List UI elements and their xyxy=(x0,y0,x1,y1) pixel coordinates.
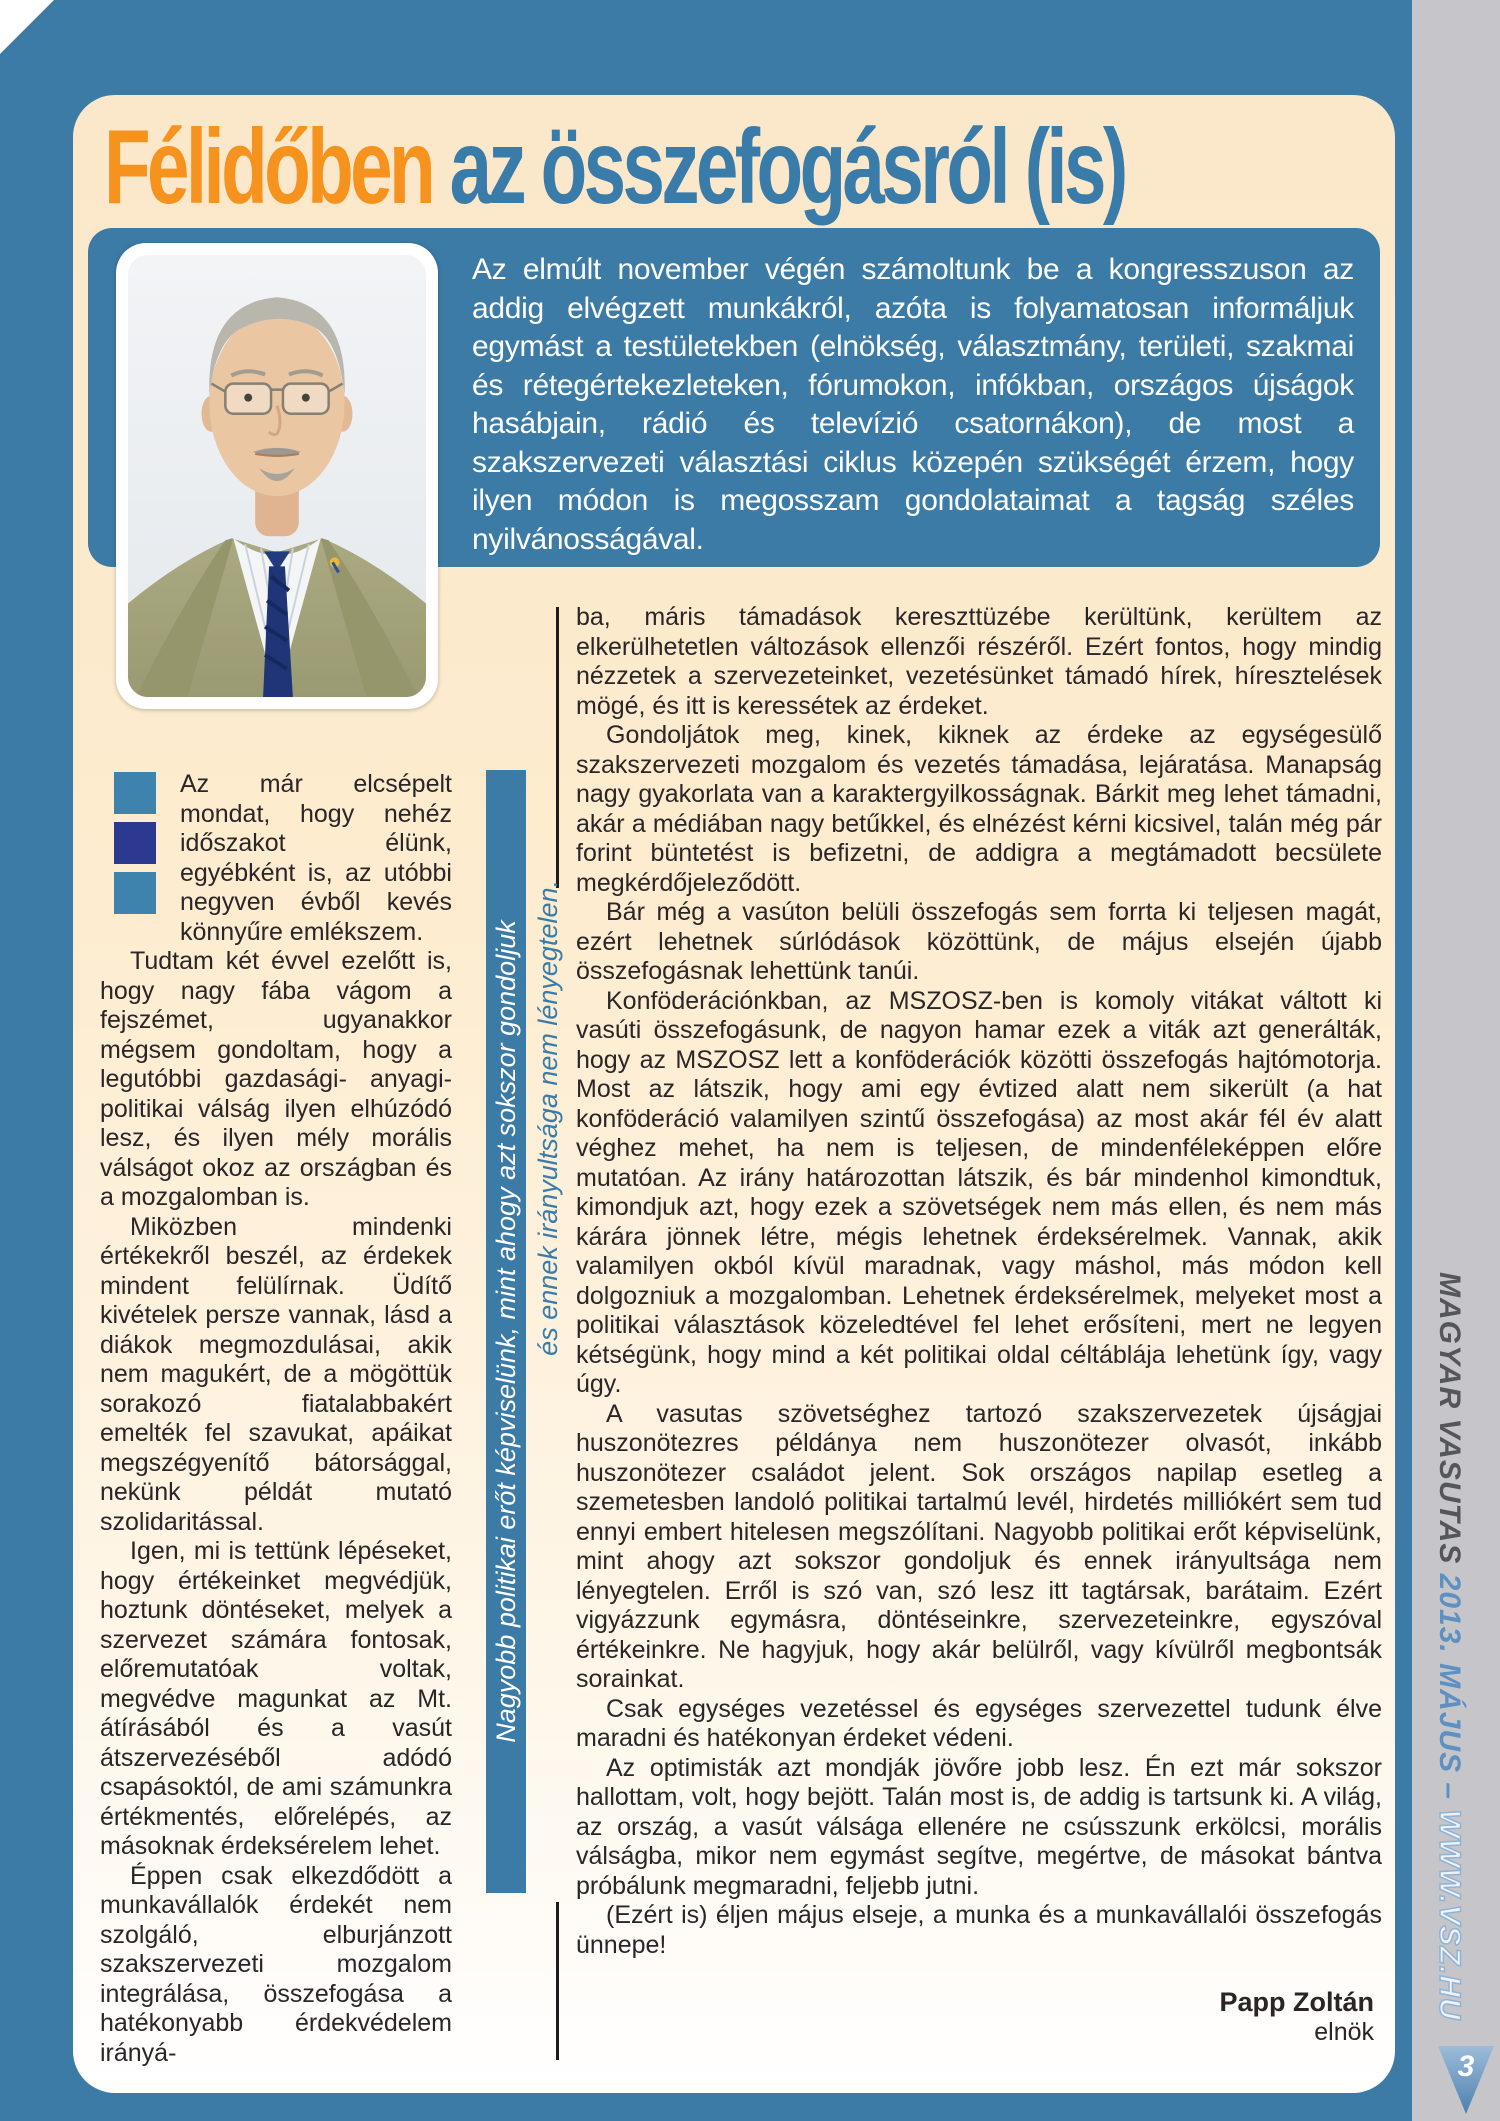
ornament-square-icon xyxy=(114,822,156,864)
masthead-magazine-name: MAGYAR VASUTAS xyxy=(1433,1272,1466,1574)
margin-masthead xyxy=(1432,1272,1466,2021)
column-divider-bottom xyxy=(556,1902,559,2060)
body-paragraph: A vasutas szövetséghez tartozó szakszervezetek újságjai huszonötezres példánya nem huszonötezer olvasót, inkább huszonötezer családot jelent. Sok országos napilap esetleg a szemetesben landoló politikai tartalmú levél, hirdetés milliókért sem tud ennyi embert hitelesen megszólítani. Nagyobb politikai erőt képviselünk, mint ahogy azt sokszor gondoljuk és ennek irányultsága nem lényegtelen. Erről is szó van, szó lesz itt tagtársak, barátaim. Ezért vigyázzunk egymásra, döntéseinkre, szervezeteinkre, egyszóval értékeinkre. Ne hagyjuk, hogy akár belülről, vagy kívülről megbontsák sorainkat. xyxy=(576,1399,1382,1693)
signature-block xyxy=(576,1988,1382,2047)
body-paragraph: Az optimisták azt mondják jövőre jobb lesz. Én ezt már sokszor hallottam, volt, hogy bejött. Talán most is, de addig is tartsunk ki. A világ, az ország, a vasút válsága ellenére ne csússzunk erkölcsi, morális válságba, mikor nem egymást segítve, megértve, de másokat bántva próbálunk megmaradni, feljebb jutni. xyxy=(576,1753,1382,1900)
pull-quote-line1: Nagyobb politikai erőt képviselünk, mint ahogy azt sokszor gondoljuk xyxy=(486,770,526,1893)
body-paragraph: ba, máris támadások kereszttüzébe kerültünk, kerültem az elkerülhetetlen változások ellenzői részéről. Ezért fontos, hogy mindig nézzetek a szervezeteinket, vezetésünket támadó hírek, híresztelések mögé, és itt is keressétek az érdeket. xyxy=(576,603,1382,720)
ornament-square-icon xyxy=(114,772,156,814)
body-paragraph: Igen, mi is tettünk lépéseket, hogy értékeinket megvédjük, hoztunk döntéseket, melyek a szervezet számára fontosak, előremutatóak voltak, megvédve magunkat az Mt. átírásából és a vasút átszervezéséből adódó csapásoktól, de ami számunkra értékmentés, előrelépés, az másoknak érdeksérelem lehet. xyxy=(100,1537,452,1860)
masthead-website: WWW.VSZ.HU xyxy=(1433,1809,1466,2021)
paragraph-ornament-squares xyxy=(100,770,180,920)
body-paragraph: Gondoljátok meg, kinek, kiknek az érdeke az egységesülő szakszervezeti mozgalom és vezetés támadása, lejáratása. Manapság nagy gyakorlata van a karaktergyilkosságnak. Bárkit meg lehet támadni, akár a médiában nagy betűkkel, és elnézést kérni kicsivel, talán még pár forint büntetést is befizetni, de addigra a megtámadott becsülete megkérdőjeleződött. xyxy=(576,721,1382,897)
intro-paragraph: Az elmúlt november végén számoltunk be a kongresszuson az addig elvégzett munkákról, azóta is folyamatosan informáljuk egymást a testületekben (elnökség, választmány, területi, szakmai és rétegértekezleteken, fórumokon, infókban, országos újságok hasábjain, rádió és televízió csatornákon), de most a szakszervezeti választási ciklus közepén szükségét érzem, hogy ilyen módon is megosszam gondolataimat a tagság széles nyilvánosságával. xyxy=(472,253,1354,556)
body-paragraph: Bár még a vasúton belüli összefogás sem forrta ki teljesen magát, ezért lehetnek súrlódások közöttünk, de május elsején újabb összefogásnak lehettünk tanúi. xyxy=(576,898,1382,985)
page-title-blue: az összefogásról (is) xyxy=(432,108,1125,226)
body-paragraph: Konföderációnkban, az MSZOSZ-ben is komoly vitákat váltott ki vasúti összefogásunk, de nagyon hamar ezek a viták azt generálták, hogy az MSZOSZ lett a konföderációk közötti összefogás hajtómotorja. Most az látszik, hogy ami egy évtized alatt nem sikerült (a hat konföderáció valamilyen szintű összefogása) az most akár fél év alatt véghez mehet, ha nem is teljesen, de mindenféleképpen előre mutatóan. Az irány határozottan látszik, és bár mindenhol kimondtuk, kimondjuk azt, hogy ezek a szövetségek nem más ellen, és nem más kárára jönnek létre, mégis lehetnek érdeksérelmek. Vannak, akik valamilyen okból kívül maradnak, vagy máshol, más módon kell dolgozniuk a mozgalomban. Lehetnek érdeksérelmek, melyeket most a politikai választások közeledtével fel lehet erősíteni, mert ne legyen kétségünk, hogy mind a két politikai oldal céltáblája lehetünk így, vagy úgy. xyxy=(576,986,1382,1398)
body-paragraph: Tudtam két évvel ezelőtt is, hogy nagy fába vágom a fejszémet, ugyanakkor mégsem gondoltam, hogy a legutóbbi gazdasági- anyagi- politikai válság ilyen elhúzódó lesz, és ilyen mély morális válságot okoz az országban és a mozgalomban is. xyxy=(100,947,452,1211)
signature-role: elnök xyxy=(1314,2017,1374,2046)
left-column xyxy=(100,770,452,2068)
body-paragraph: Miközben mindenki értékekről beszél, az érdekek mindent felülírnak. Üdítő kivételek persze vannak, lásd a diákok megmozdulásai, akik nem magukért, de a mögöttük sorakozó fiatalabbakért emelték fel szavukat, apáikat megszégyenítő bátorsággal, nekünk példát mutató szolidaritással. xyxy=(100,1212,452,1536)
ornament-square-icon xyxy=(114,872,156,914)
body-paragraph: (Ezért is) éljen május elseje, a munka és a munkavállalói összefogás ünnepe! xyxy=(576,1901,1382,1959)
body-paragraph: Az már elcsépelt mondat, hogy nehéz időszakot élünk, egyébként is, az utóbbi negyven évből kevés könnyűre emlékszem. xyxy=(180,770,452,946)
pull-quote-line2: és ennek irányultsága nem lényegtelen. xyxy=(533,880,563,1356)
portrait-photo xyxy=(128,255,426,697)
page-title-orange: Félidőben xyxy=(104,108,433,226)
right-column xyxy=(576,603,1382,2047)
signature-name: Papp Zoltán xyxy=(1219,1987,1374,2017)
page-number: 3 xyxy=(1457,2050,1475,2083)
body-paragraph: Csak egységes vezetéssel és egységes szervezettel tudunk élve maradni és hatékonyan érdeket védeni. xyxy=(576,1694,1382,1752)
masthead-issue: 2013. MÁJUS – xyxy=(1433,1573,1466,1810)
portrait-photo-frame xyxy=(116,243,438,709)
page-title xyxy=(104,108,1125,226)
body-paragraph: Éppen csak elkezdődött a munkavállalók érdekét nem szolgáló, elburjánzott szakszervezeti mozgalom integrálása, összefogása a hatékonyabb érdekvédelem irányá- xyxy=(100,1861,452,2067)
